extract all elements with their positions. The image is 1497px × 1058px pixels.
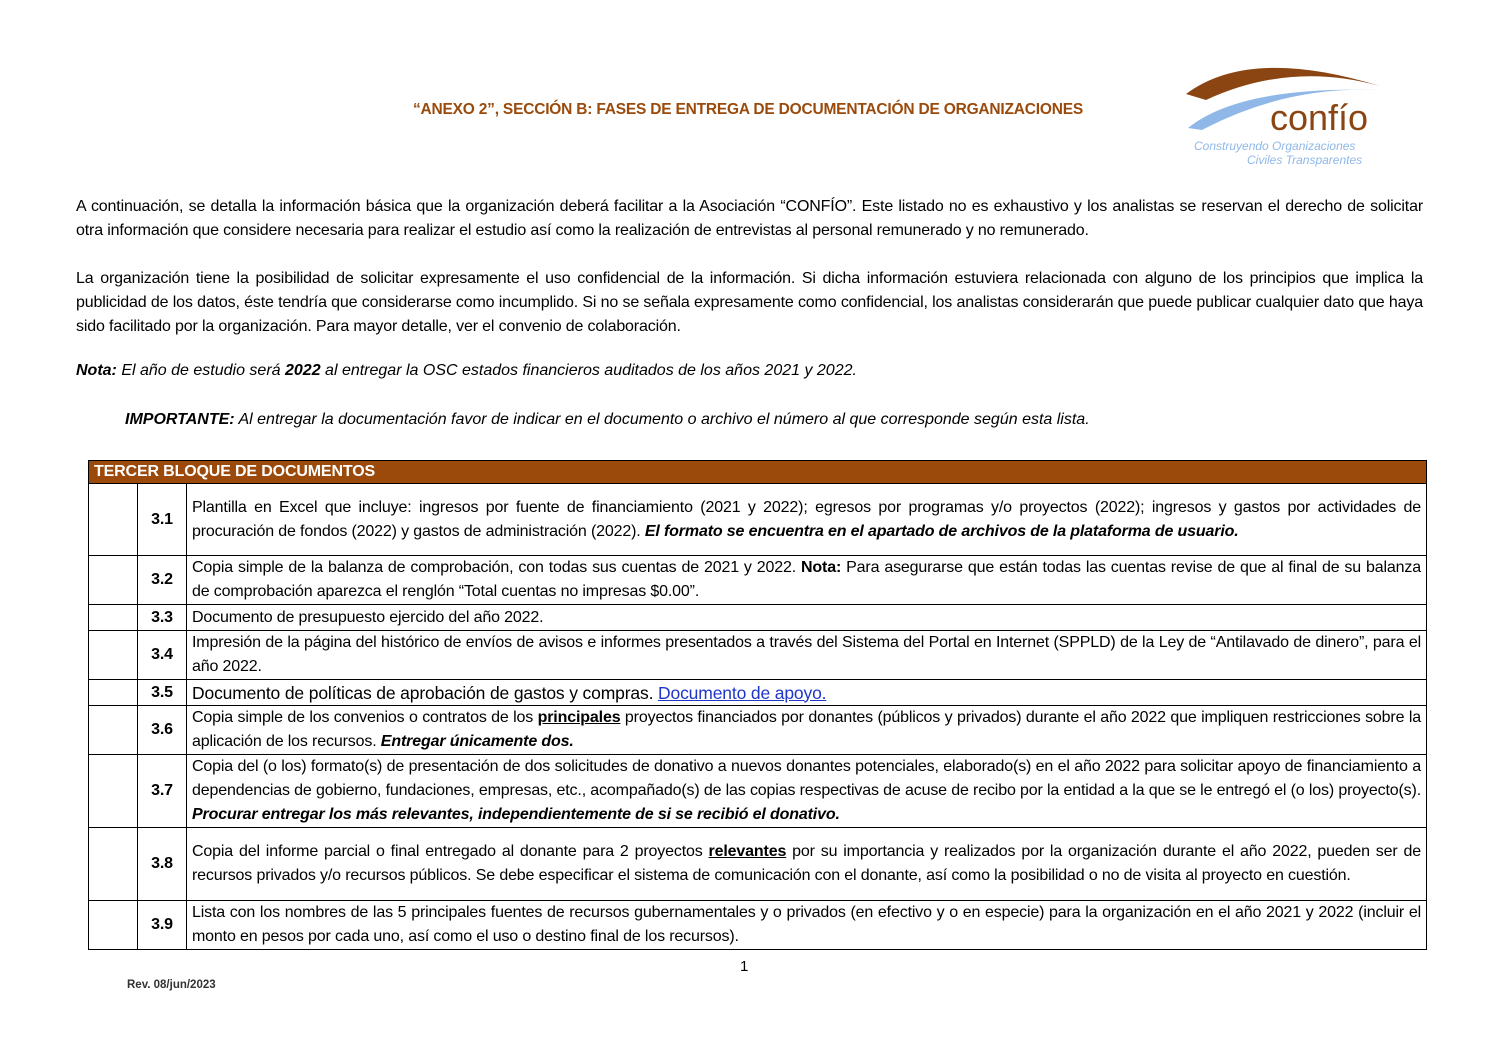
- table-header: TERCER BLOQUE DE DOCUMENTOS: [89, 461, 1427, 484]
- study-year-note: [76, 362, 857, 380]
- note-text-a: El año de estudio será: [116, 362, 285, 379]
- logo-brand: confío: [1270, 97, 1369, 138]
- confidentiality-paragraph: La organización tiene la posibilidad de solicitar expresamente el uso confidencial de la información. Si dicha información estuviera relacionada con alguno de los principios que implica la publicidad de los datos, éste tendría que considerarse como incumplido. Si no se señala expresamente como confidencial, los analistas considerarán que puede publicar cualquier dato que haya sido facilitado por la organización. Para mayor detalle, ver el convenio de colaboración.: [76, 270, 1423, 335]
- row-description: Plantilla en Excel que incluye: ingresos por fuente de financiamiento (2021 y 2022); egresos por programas y/o proyectos (2022); ingresos y gastos por actividades de procuración de fondos (2022) y gastos de administración (2022). El formato se encuentra en el apartado de archivos de la plataforma de usuario.: [187, 484, 1427, 556]
- row-number: 3.2: [138, 556, 187, 605]
- confio-logo: [1180, 56, 1390, 172]
- table-row: [89, 556, 1427, 605]
- table-row: [89, 755, 1427, 828]
- support-document-link[interactable]: Documento de apoyo.: [658, 682, 827, 703]
- row-description: Copia del informe parcial o final entregado al donante para 2 proyectos relevantes por su importancia y realizados por la organización durante el año 2022, pueden ser de recursos privados y/o recursos públicos. Se debe especificar el sistema de comunicación con el donante, así como la posibilidad o no de visita al proyecto en cuestión.: [187, 828, 1427, 901]
- table-row: [89, 706, 1427, 755]
- important-note: [125, 411, 1090, 429]
- logo-tagline-2: Civiles Transparentes: [1247, 153, 1363, 167]
- row-number: 3.7: [138, 755, 187, 828]
- table-row: [89, 605, 1427, 631]
- table-row: [89, 484, 1427, 556]
- row-number: 3.1: [138, 484, 187, 556]
- logo-tagline-1: Construyendo Organizaciones: [1194, 139, 1356, 153]
- note-label: Nota:: [76, 362, 117, 379]
- row-number: 3.6: [138, 706, 187, 755]
- table-row: [89, 680, 1427, 706]
- row-number: 3.8: [138, 828, 187, 901]
- documents-table: [88, 460, 1427, 950]
- page-title: “ANEXO 2”, SECCIÓN B: FASES DE ENTREGA DE DOCUMENTACIÓN DE ORGANIZACIONES: [412, 101, 1084, 118]
- row-description: Copia del (o los) formato(s) de presentación de dos solicitudes de donativo a nuevos donantes potenciales, elaborado(s) en el año 2022 para solicitar apoyo de financiamiento a dependencias de gobierno, fundaciones, empresas, etc., acompañado(s) de las copias respectivas de acuse de recibo por la entidad a la que se le entregó el (o los) proyecto(s). Procurar entregar los más relevantes, independientemente de si se recibió el donativo.: [187, 755, 1427, 828]
- row-description: Impresión de la página del histórico de envíos de avisos e informes presentados a través del Sistema del Portal en Internet (SPPLD) de la Ley de “Antilavado de dinero”, para el año 2022.: [187, 631, 1427, 680]
- table-row: [89, 901, 1427, 950]
- row-description: Documento de presupuesto ejercido del año 2022.: [187, 605, 1427, 631]
- row-number: 3.5: [138, 680, 187, 706]
- row-description: Copia simple de los convenios o contratos de los principales proyectos financiados por donantes (públicos y privados) durante el año 2022 que impliquen restricciones sobre la aplicación de los recursos. Entregar únicamente dos.: [187, 706, 1427, 755]
- note-year: 2022: [285, 362, 321, 379]
- row-description: Documento de políticas de aprobación de gastos y compras. Documento de apoyo.: [187, 680, 1427, 706]
- row-description: Lista con los nombres de las 5 principales fuentes de recursos gubernamentales y o privados (en efectivo y o en especie) para la organización en el año 2021 y 2022 (incluir el monto en pesos por cada uno, así como el uso o destino final de los recursos).: [187, 901, 1427, 950]
- row-number: 3.3: [138, 605, 187, 631]
- intro-paragraph: A continuación, se detalla la información básica que la organización deberá facilitar a la Asociación “CONFÍO”. Este listado no es exhaustivo y los analistas se reservan el derecho de solicitar otra información que considere necesaria para realizar el estudio así como la realización de entrevistas al personal remunerado y no remunerado.: [76, 198, 1423, 239]
- row-number: 3.4: [138, 631, 187, 680]
- page-number: 1: [740, 958, 749, 975]
- important-text: Al entregar la documentación favor de indicar en el documento o archivo el número al que corresponde según esta lista.: [234, 411, 1090, 428]
- table-header-row: [89, 461, 1427, 484]
- note-text-b: al entregar la OSC estados financieros auditados de los años 2021 y 2022.: [320, 362, 857, 379]
- row-description: Copia simple de la balanza de comprobación, con todas sus cuentas de 2021 y 2022. Nota: Para asegurarse que están todas las cuentas revise de que al final de su balanza de comprobación aparezca el renglón “Total cuentas no impresas $0.00”.: [187, 556, 1427, 605]
- important-label: IMPORTANTE:: [125, 411, 235, 428]
- table-row: [89, 828, 1427, 901]
- revision-date: Rev. 08/jun/2023: [127, 979, 216, 991]
- row-number: 3.9: [138, 901, 187, 950]
- table-row: [89, 631, 1427, 680]
